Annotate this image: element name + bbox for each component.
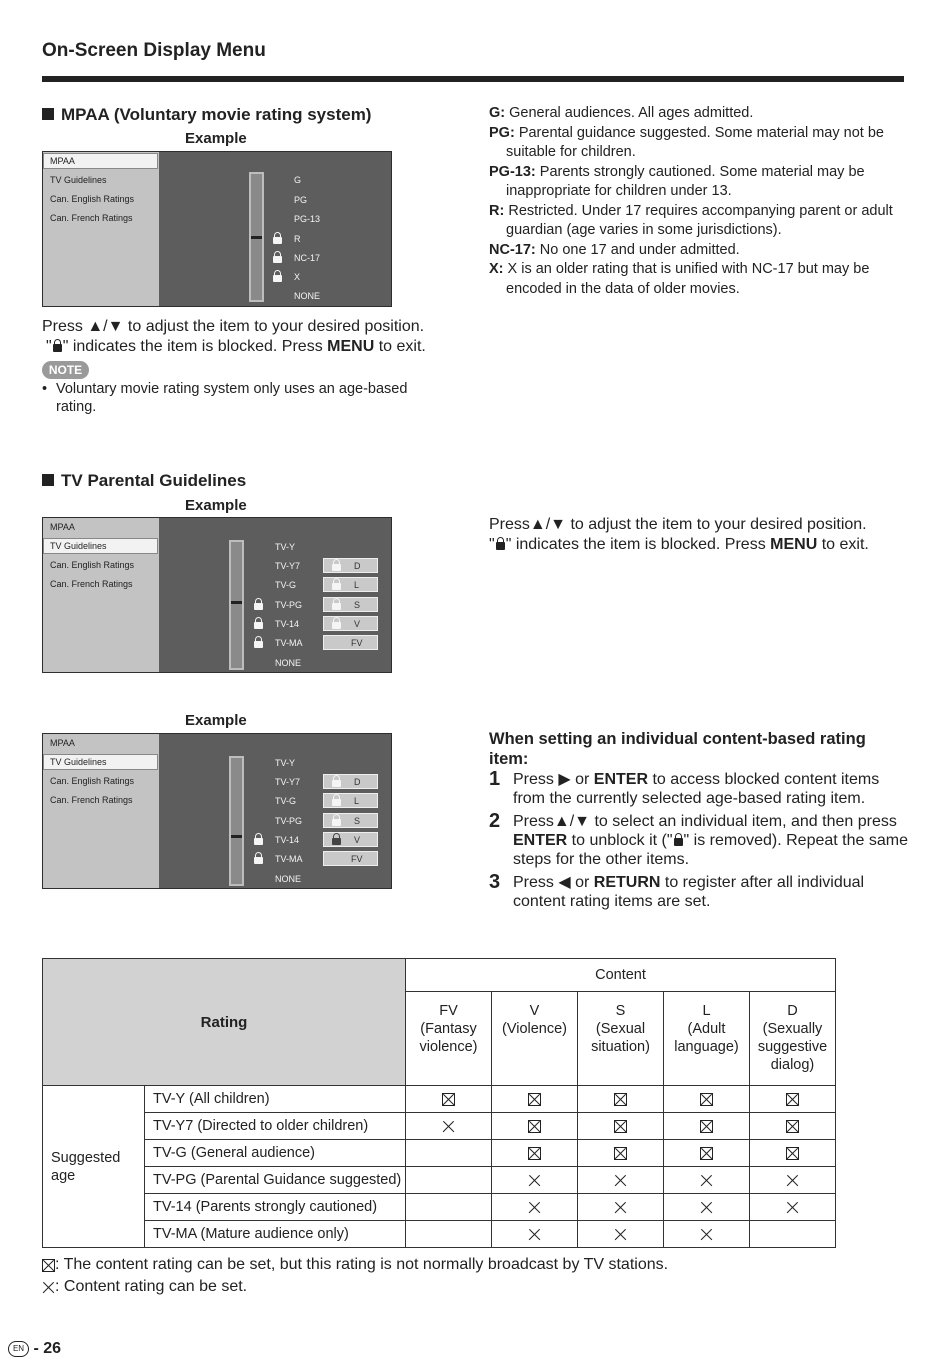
content-header: Content: [406, 959, 836, 992]
column-header-line: suggestive: [757, 1039, 828, 1055]
column-header-line: dialog): [770, 1057, 815, 1073]
slider-thumb: [251, 236, 262, 239]
rating-none: NONE: [294, 291, 321, 301]
slider-thumb: [231, 601, 242, 604]
menu-key: MENU: [770, 536, 818, 553]
x-icon: [700, 1174, 713, 1187]
individual-heading: When setting an individual content-based rating item:: [489, 730, 866, 768]
rating-cell: [578, 1086, 664, 1113]
row-label: TV-PG (Parental Guidance suggested): [145, 1167, 406, 1194]
rating-cell: [492, 1167, 578, 1194]
instruction-text: " indicates the item is blocked. Press: [62, 338, 328, 355]
rating-cell: [664, 1086, 750, 1113]
tvpg-instruction-1: Press▲/▼ to adjust the item to your desired position.: [489, 516, 867, 533]
rating-cell: [492, 1221, 578, 1248]
rating-cell: [492, 1086, 578, 1113]
rating-cell: [578, 1113, 664, 1140]
rating-g: G: [294, 175, 302, 185]
rating-definition: [489, 202, 904, 241]
menu-item-tv-guidelines: TV Guidelines: [50, 541, 107, 551]
lock-icon: [332, 603, 341, 610]
boxed-x-icon: [42, 1259, 55, 1272]
rating-cell: [492, 1140, 578, 1167]
menu-item-mpaa: MPAA: [50, 156, 75, 166]
column-header-line: situation): [591, 1039, 650, 1055]
step-text: to unblock it (": [567, 832, 673, 849]
lock-icon: [273, 237, 282, 244]
legend-boxed: [42, 1256, 668, 1274]
definition-text: Parents strongly cautioned. Some material may be inappropriate for children under 13.: [506, 163, 865, 199]
rating-pg: PG: [294, 195, 308, 205]
menu-item-tv-guidelines: TV Guidelines: [50, 757, 107, 767]
definition-text: No one 17 and under admitted.: [539, 241, 740, 258]
rating-definitions: [489, 104, 904, 299]
step-list: [489, 770, 909, 915]
step-text: Press▲/▼ to select an individual item, and then press: [513, 813, 897, 830]
column-header-line: (Violence): [501, 1021, 568, 1037]
rating-cell: [750, 1086, 836, 1113]
rating-tv-g: TV-G: [275, 796, 297, 806]
mpaa-heading-text: MPAA (Voluntary movie rating system): [61, 105, 372, 124]
content-column-header: [578, 992, 664, 1086]
definition-term: PG:: [489, 124, 515, 141]
boxed-x-icon: [614, 1093, 627, 1106]
x-icon: [786, 1201, 799, 1214]
lock-icon: [254, 641, 263, 648]
rating-tv-y: TV-Y: [275, 758, 296, 768]
rating-cell: [750, 1113, 836, 1140]
definition-text: X is an older rating that is unified with NC-17 but may be encoded in the data of older movies.: [506, 261, 870, 297]
rating-cell: [578, 1221, 664, 1248]
step-item: [489, 812, 909, 869]
rating-tv-14: TV-14: [275, 619, 300, 629]
instruction-text-end: to exit.: [817, 536, 869, 553]
rating-cell: [750, 1194, 836, 1221]
quote-open: ": [489, 536, 495, 553]
rating-cell: [664, 1221, 750, 1248]
mpaa-instruction-2: [46, 337, 476, 357]
content-s: S: [354, 600, 361, 610]
tvpg-heading-text: TV Parental Guidelines: [61, 471, 247, 490]
column-header-line: FV: [439, 1003, 458, 1019]
definition-text: Restricted. Under 17 requires accompanying parent or adult guardian (age varies in some jurisdictions).: [506, 202, 893, 238]
content-l: L: [354, 580, 360, 590]
note-item: [42, 380, 442, 416]
boxed-x-icon: [528, 1093, 541, 1106]
row-label: TV-14 (Parents strongly cautioned): [145, 1194, 406, 1221]
rating-cell: [406, 1194, 492, 1221]
note-text: Voluntary movie rating system only uses an age-based rating.: [56, 381, 408, 415]
boxed-x-icon: [528, 1120, 541, 1133]
rating-table: [42, 958, 836, 1248]
rating-cell: [664, 1194, 750, 1221]
rating-cell: [664, 1113, 750, 1140]
legend-x: [42, 1278, 247, 1296]
step-key: RETURN: [593, 874, 661, 891]
lock-icon: [273, 275, 282, 282]
definition-text: Parental guidance suggested. Some material may not be suitable for children.: [506, 124, 884, 160]
lock-icon: [254, 838, 263, 845]
boxed-x-icon: [442, 1093, 455, 1106]
rating-none: NONE: [275, 874, 302, 884]
menu-item-tv-guidelines: TV Guidelines: [50, 175, 107, 185]
step-text: to register after all individual content rating items are set.: [513, 874, 865, 910]
x-icon: [786, 1174, 799, 1187]
row-label: TV-G (General audience): [145, 1140, 406, 1167]
content-fv: FV: [351, 638, 363, 648]
column-header-line: violence): [419, 1039, 478, 1055]
rating-tv-y7: TV-Y7: [275, 777, 301, 787]
column-header-line: language): [674, 1039, 739, 1055]
rating-x: X: [294, 272, 301, 282]
x-icon: [442, 1120, 455, 1133]
lock-icon: [332, 583, 341, 590]
note-badge: NOTE: [42, 361, 89, 379]
rating-cell: [664, 1140, 750, 1167]
rating-cell: [406, 1086, 492, 1113]
definition-term: G:: [489, 105, 506, 121]
mpaa-menu-screenshot: [42, 151, 392, 307]
lock-icon: [332, 622, 341, 629]
lock-icon: [332, 799, 341, 806]
definition-term: X:: [489, 261, 504, 277]
column-header-line: L: [702, 1003, 711, 1019]
content-d: D: [354, 777, 361, 787]
boxed-x-icon: [614, 1147, 627, 1160]
boxed-x-icon: [700, 1093, 713, 1106]
x-icon: [700, 1228, 713, 1241]
menu-item-can-english: Can. English Ratings: [50, 560, 135, 570]
table-row: [43, 1113, 836, 1140]
example-label: Example: [185, 497, 247, 514]
boxed-x-icon: [700, 1147, 713, 1160]
x-icon: [528, 1174, 541, 1187]
rating-pg13: PG-13: [294, 214, 321, 224]
quote-open: ": [46, 338, 52, 355]
lock-icon: [273, 256, 282, 263]
language-badge: EN: [8, 1341, 29, 1357]
column-header-line: V: [529, 1003, 540, 1019]
example-label: Example: [185, 712, 247, 729]
column-header-line: (Sexually: [762, 1021, 823, 1037]
table-row: [43, 1140, 836, 1167]
example-label: Example: [185, 130, 247, 147]
lock-icon: [53, 344, 62, 352]
content-l: L: [354, 796, 360, 806]
rating-tv-ma: TV-MA: [275, 638, 303, 648]
header-rule: [42, 76, 904, 82]
lock-icon: [254, 603, 263, 610]
square-bullet-icon: [42, 108, 54, 120]
rating-tv-g: TV-G: [275, 580, 297, 590]
group-label: Suggested age: [43, 1086, 145, 1248]
page-title: On-Screen Display Menu: [42, 40, 266, 61]
definition-text: General audiences. All ages admitted.: [509, 105, 754, 121]
rating-cell: [578, 1167, 664, 1194]
content-s: S: [354, 816, 361, 826]
rating-cell: [406, 1167, 492, 1194]
mpaa-instruction-1: Press ▲/▼ to adjust the item to your desired position.: [42, 318, 425, 335]
legend-x-text: : Content rating can be set.: [55, 1278, 248, 1295]
page-number: [8, 1340, 61, 1358]
rating-tv-pg: TV-PG: [275, 816, 303, 826]
row-label: TV-Y7 (Directed to older children): [145, 1113, 406, 1140]
rating-header: Rating: [43, 959, 406, 1086]
table-row: [43, 1167, 836, 1194]
content-fv: FV: [351, 854, 363, 864]
rating-cell: [492, 1194, 578, 1221]
x-icon: [42, 1281, 55, 1294]
rating-definition: [489, 163, 904, 202]
row-label: TV-Y (All children): [145, 1086, 406, 1113]
boxed-x-icon: [614, 1120, 627, 1133]
x-icon: [614, 1174, 627, 1187]
content-column-header: [750, 992, 836, 1086]
menu-item-mpaa: MPAA: [50, 522, 75, 532]
lock-icon: [254, 622, 263, 629]
rating-r: R: [294, 234, 301, 244]
tvpg-heading: [42, 471, 246, 491]
rating-cell: [578, 1140, 664, 1167]
content-column-header: [492, 992, 578, 1086]
menu-item-can-french: Can. French Ratings: [50, 795, 133, 805]
column-header-line: (Fantasy: [420, 1021, 477, 1037]
content-column-header: [406, 992, 492, 1086]
table-row: [43, 1194, 836, 1221]
lock-icon: [332, 780, 341, 787]
x-icon: [614, 1228, 627, 1241]
tvpg-menu-screenshot-1: [42, 517, 392, 673]
definition-term: PG-13:: [489, 163, 536, 180]
x-icon: [528, 1228, 541, 1241]
x-icon: [614, 1201, 627, 1214]
definition-term: NC-17:: [489, 241, 536, 258]
step-key: ENTER: [593, 771, 648, 788]
boxed-x-icon: [786, 1120, 799, 1133]
rating-tv-pg: TV-PG: [275, 600, 303, 610]
rating-definition: [489, 104, 904, 124]
table-row: [43, 1221, 836, 1248]
bullet-icon: •: [42, 381, 48, 397]
rating-definition: [489, 124, 904, 163]
step-text: Press ◀ or: [513, 874, 594, 891]
content-v: V: [354, 835, 361, 845]
step-text: to access blocked content items from the currently selected age-based rating item.: [513, 771, 880, 807]
menu-item-mpaa: MPAA: [50, 738, 75, 748]
legend-boxed-text: : The content rating can be set, but this rating is not normally broadcast by TV stations.: [55, 1256, 669, 1273]
rating-tv-y7: TV-Y7: [275, 561, 301, 571]
x-icon: [528, 1201, 541, 1214]
rating-cell: [406, 1221, 492, 1248]
lock-icon: [496, 542, 505, 550]
column-header-line: D: [787, 1003, 798, 1019]
rating-cell: [406, 1113, 492, 1140]
definition-term: R:: [489, 202, 505, 219]
rating-tv-y: TV-Y: [275, 542, 296, 552]
rating-cell: [664, 1167, 750, 1194]
rating-tv-14: TV-14: [275, 835, 300, 845]
rating-definition: [489, 241, 904, 261]
rating-cell: [578, 1194, 664, 1221]
step-item: [489, 873, 909, 911]
step-item: [489, 770, 909, 808]
tvpg-instruction-2: [489, 535, 909, 555]
mpaa-heading: [42, 105, 371, 125]
lock-icon: [332, 838, 341, 845]
step-text: " is removed). Repeat the same steps for the other items.: [513, 832, 908, 868]
content-d: D: [354, 561, 361, 571]
rating-cell: [492, 1113, 578, 1140]
rating-none: NONE: [275, 658, 302, 668]
lock-icon: [254, 857, 263, 864]
step-text: Press ▶ or: [513, 771, 594, 788]
menu-item-can-french: Can. French Ratings: [50, 213, 133, 223]
rating-cell: [406, 1140, 492, 1167]
column-header-line: S: [615, 1003, 626, 1019]
row-label: TV-MA (Mature audience only): [145, 1221, 406, 1248]
rating-cell: [750, 1221, 836, 1248]
rating-cell: [750, 1167, 836, 1194]
boxed-x-icon: [700, 1120, 713, 1133]
step-key: ENTER: [513, 832, 568, 849]
menu-item-can-english: Can. English Ratings: [50, 194, 135, 204]
x-icon: [700, 1201, 713, 1214]
table-row: [43, 1086, 836, 1113]
rating-tv-ma: TV-MA: [275, 854, 303, 864]
step-number: 3: [489, 871, 501, 893]
boxed-x-icon: [786, 1147, 799, 1160]
lock-icon: [674, 838, 683, 846]
menu-item-can-english: Can. English Ratings: [50, 776, 135, 786]
instruction-text-end: to exit.: [374, 338, 426, 355]
lock-icon: [332, 564, 341, 571]
rating-cell: [750, 1140, 836, 1167]
rating-definition: [489, 260, 904, 299]
rating-slider: [229, 540, 244, 670]
column-header-line: (Adult: [687, 1021, 726, 1037]
tvpg-menu-screenshot-2: [42, 733, 392, 889]
boxed-x-icon: [786, 1093, 799, 1106]
step-number: 2: [489, 810, 501, 832]
menu-key: MENU: [327, 338, 375, 355]
column-header-line: (Sexual: [595, 1021, 646, 1037]
content-v: V: [354, 619, 361, 629]
page-number-text: - 26: [33, 1340, 62, 1357]
boxed-x-icon: [528, 1147, 541, 1160]
slider-thumb: [231, 835, 242, 838]
square-bullet-icon: [42, 474, 54, 486]
step-number: 1: [489, 768, 501, 790]
menu-item-can-french: Can. French Ratings: [50, 579, 133, 589]
rating-nc17: NC-17: [294, 253, 321, 263]
rating-slider: [229, 756, 244, 886]
instruction-text: " indicates the item is blocked. Press: [505, 536, 771, 553]
lock-icon: [332, 819, 341, 826]
content-column-header: [664, 992, 750, 1086]
